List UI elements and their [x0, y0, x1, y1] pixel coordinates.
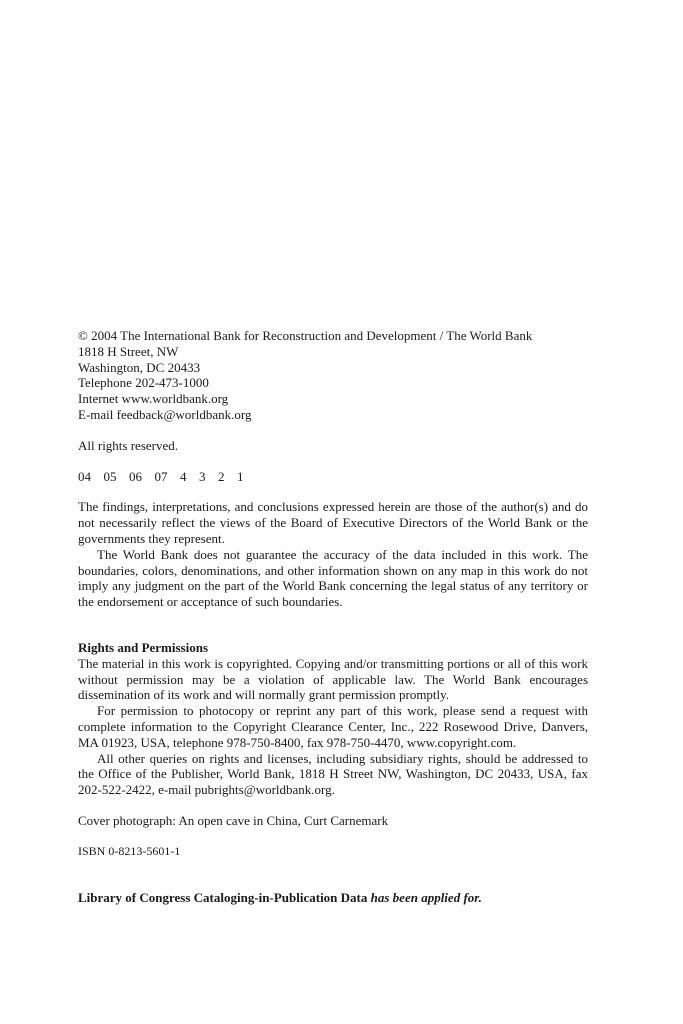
cip-statement — [78, 890, 588, 906]
telephone-line: Telephone 202-473-1000 — [78, 375, 209, 391]
disclaimer-section — [78, 499, 588, 610]
cip-status: has been applied for. — [370, 889, 482, 905]
rights-paragraph-3: All other queries on rights and licenses, including subsidiary rights, should be addressed to the Office of the Publisher, World Bank, 1818 H Street NW, Washington, DC 20433, USA, fax 202-522-2422, e-mail pubrights@worldbank.org. — [78, 750, 588, 798]
disclaimer-paragraph-1: The findings, interpretations, and conclusions expressed herein are those of the author(s) and do not necessarily reflect the views of the Board of Executive Directors of the World Bank or the governments they represent. — [78, 499, 588, 546]
address-city: Washington, DC 20433 — [78, 359, 201, 375]
isbn: ISBN 0-8213-5601-1 — [78, 843, 181, 858]
rights-paragraph-2: For permission to photocopy or reprint any part of this work, please send a request with complete information to the Copyright Clearance Center, Inc., 222 Rosewood Drive, Danvers, MA 01923, USA, telephone 978-750-8400, fax 978-750-4470, www.copyright.com. — [78, 703, 588, 750]
rights-permissions-section — [78, 640, 588, 798]
internet-line: Internet www.worldbank.org — [78, 391, 229, 407]
email-line: E-mail feedback@worldbank.org — [78, 406, 252, 422]
rights-permissions-heading: Rights and Permissions — [78, 639, 209, 655]
copyright-line: © 2004 The International Bank for Reconstruction and Development / The World Bank — [78, 328, 533, 343]
address-street: 1818 H Street, NW — [78, 343, 179, 359]
cip-label: Library of Congress Cataloging-in-Publication Data — [78, 889, 368, 905]
cover-photo-credit: Cover photograph: An open cave in China, Curt Carnemark — [78, 812, 389, 828]
printing-numbers: 04 05 06 07 4 3 2 1 — [78, 468, 244, 484]
copyright-page — [78, 328, 588, 905]
rights-paragraph-1: The material in this work is copyrighted. Copying and/or transmitting portions or all of this work without permission may be a violation of applicable law. The World Bank encourages dissemination of its work and will normally grant permission promptly. — [78, 655, 588, 703]
disclaimer-paragraph-2: The World Bank does not guarantee the accuracy of the data included in this work. The boundaries, colors, denominations, and other information shown on any map in this work do not imply any judgment on the part of the World Bank concerning the legal status of any territory or the endorsement or acceptance of such boundaries. — [78, 546, 588, 610]
publisher-block — [78, 328, 588, 423]
rights-reserved: All rights reserved. — [78, 437, 179, 453]
